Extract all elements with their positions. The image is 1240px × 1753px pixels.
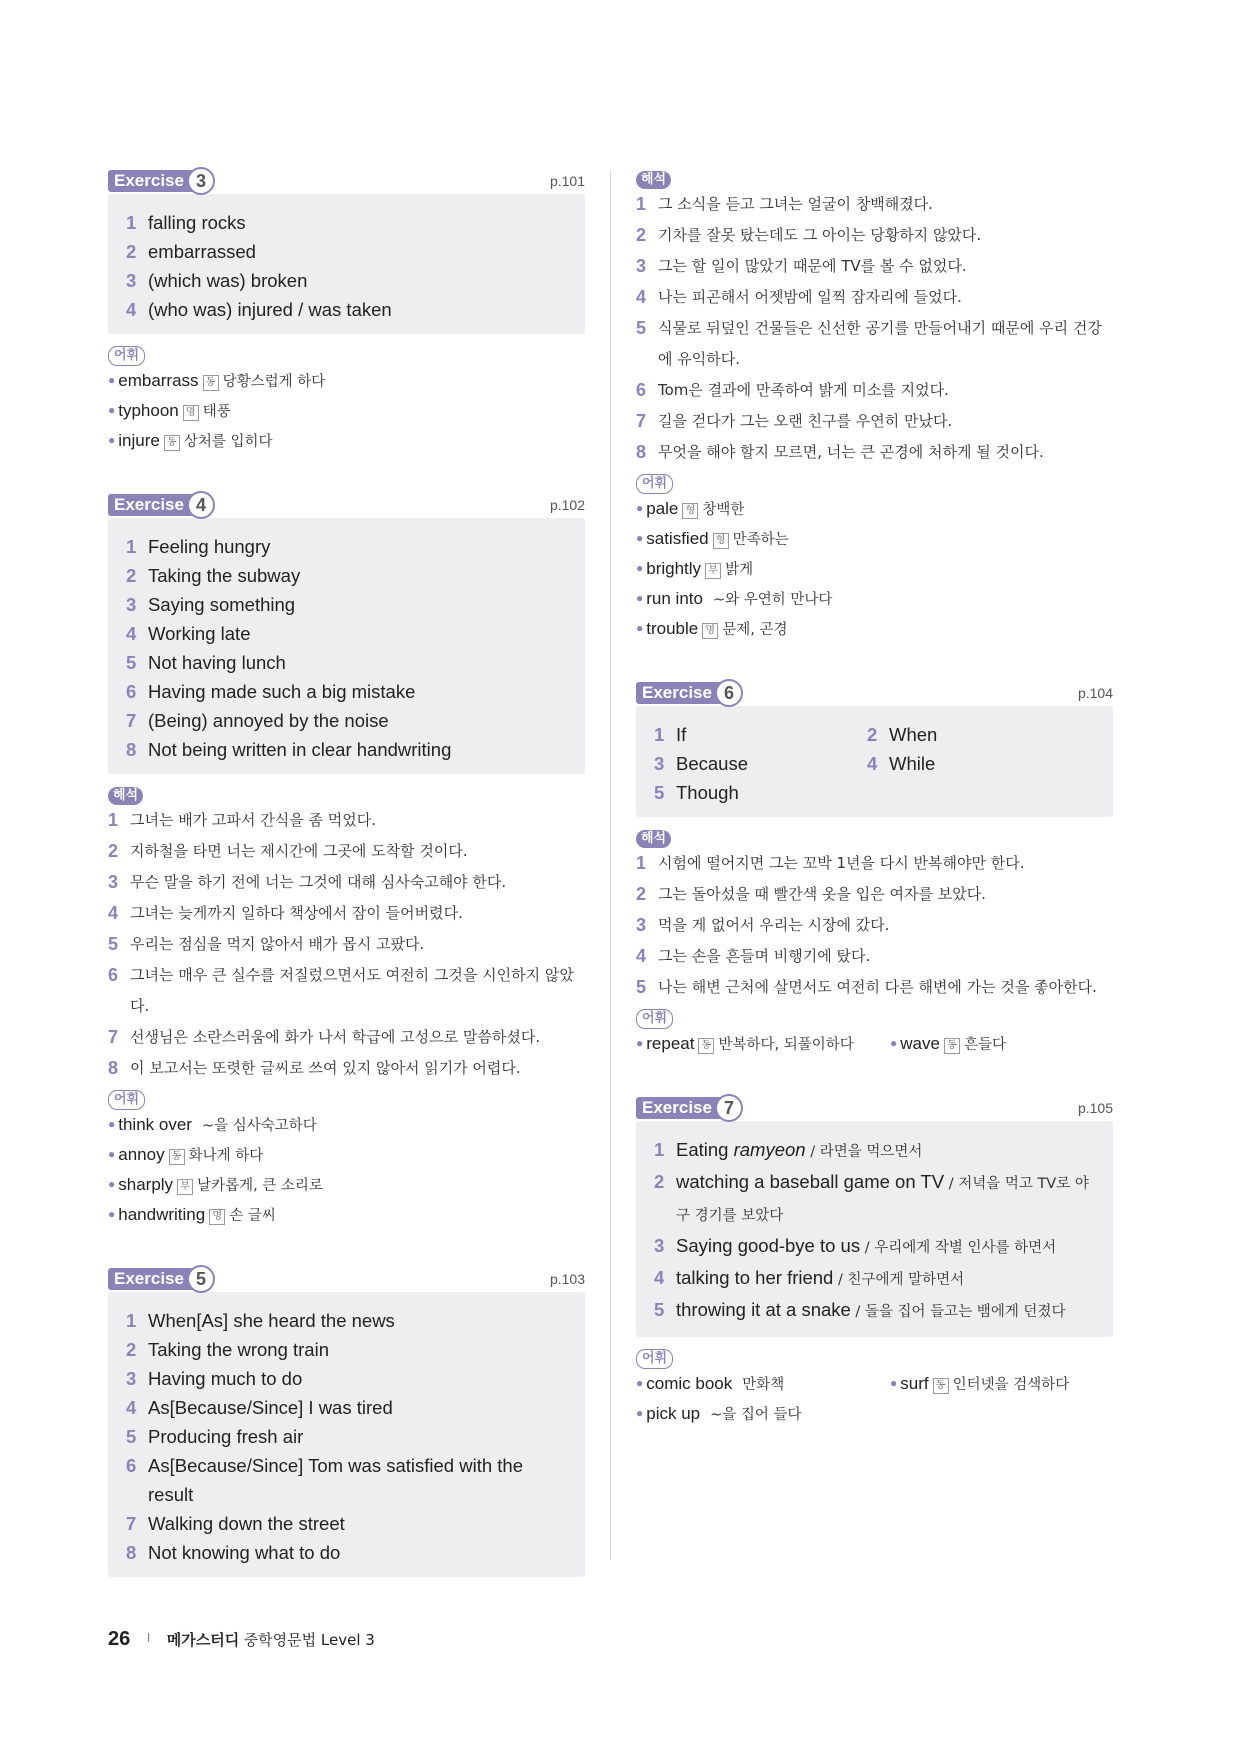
- vocab-word: surf: [900, 1374, 929, 1393]
- vocab-meaning: 당황스럽게 하다: [222, 374, 326, 390]
- answer-text: Walking down the street: [148, 1513, 345, 1534]
- vocab-word: think over: [118, 1115, 192, 1134]
- vocab-word: sharply: [118, 1175, 174, 1194]
- answer-item: [654, 720, 867, 749]
- translation-text: 선생님은 소란스러움에 화가 나서 학급에 고성으로 말씀하셨다.: [130, 1028, 541, 1046]
- exercise-number: 6: [715, 679, 743, 707]
- bullet-icon: ●: [108, 1207, 116, 1221]
- answer-item: [126, 735, 567, 764]
- answer-item: [126, 1335, 567, 1364]
- vocabulary-tag: 어휘: [636, 1009, 673, 1029]
- answer-text: [676, 1167, 1095, 1231]
- exercise-4-header: [108, 492, 585, 518]
- translation-item: [108, 898, 585, 929]
- item-number: 2: [654, 1171, 665, 1192]
- item-number: 3: [108, 872, 119, 892]
- answer-text: Taking the wrong train: [148, 1339, 329, 1360]
- answer-box: [636, 706, 1113, 817]
- vocab-word: trouble: [646, 619, 699, 638]
- vocab-item: [636, 1399, 890, 1429]
- answer-text: [676, 1263, 1095, 1295]
- item-number: 1: [126, 212, 137, 233]
- item-number: 1: [108, 810, 119, 830]
- item-number: 7: [108, 1027, 119, 1047]
- answer-item: [126, 1393, 567, 1422]
- translation-tag: 해석: [636, 830, 671, 848]
- item-number: 4: [126, 1397, 137, 1418]
- vocab-word: handwriting: [118, 1205, 206, 1224]
- answer-text: (Being) annoyed by the noise: [148, 710, 389, 731]
- translation-tag: 해석: [636, 171, 671, 189]
- vocab-item: [108, 1200, 585, 1230]
- vocab-item: [636, 1029, 890, 1059]
- answer-item: [126, 1422, 567, 1451]
- answer-text: When: [889, 724, 938, 745]
- vocab-item: [636, 584, 1113, 614]
- answer-item: [654, 1135, 1095, 1167]
- vocabulary-tag: 어휘: [108, 1090, 145, 1110]
- item-number: 4: [126, 299, 137, 320]
- vocab-item: [108, 1110, 585, 1140]
- vocab-meaning: 태풍: [202, 404, 231, 420]
- answer-text: While: [889, 753, 936, 774]
- item-number: 1: [636, 853, 647, 873]
- item-number: 8: [108, 1058, 119, 1078]
- column-divider: [610, 170, 611, 1560]
- item-number: 2: [636, 225, 647, 245]
- answer-text: Taking the subway: [148, 565, 301, 586]
- translation-item: [636, 282, 1113, 313]
- translation-text: 무엇을 해야 할지 모르면, 너는 큰 곤경에 처하게 될 것이다.: [658, 443, 1044, 461]
- translation-text: 식물로 뒤덮인 건물들은 신선한 공기를 만들어내기 때문에 우리 건강에 유익하다.: [658, 319, 1102, 368]
- part-of-speech: 동: [698, 1038, 714, 1054]
- answer-text: As[Because/Since] I was tired: [148, 1397, 393, 1418]
- answer-text: Not being written in clear handwriting: [148, 739, 452, 760]
- vocab-word: brightly: [646, 559, 702, 578]
- answer-item: [126, 561, 567, 590]
- part-of-speech: 동: [203, 375, 219, 391]
- vocab-item: [636, 614, 1113, 644]
- answer-korean: / 친구에게 말하면서: [833, 1272, 965, 1288]
- vocabulary-list: [108, 1110, 585, 1234]
- bullet-icon: ●: [636, 531, 644, 545]
- part-of-speech: 동: [944, 1038, 960, 1054]
- item-number: 4: [654, 1267, 665, 1288]
- answer-item: [126, 590, 567, 619]
- exercise-number: 3: [187, 167, 215, 195]
- vocab-item: [108, 1140, 585, 1170]
- answer-text: Because: [676, 753, 748, 774]
- answer-item: [126, 237, 567, 266]
- translation-item: [108, 805, 585, 836]
- answer-korean: / 저녁을 먹고 TV로 야구 경기를 보았다: [676, 1176, 1089, 1224]
- answer-text: Not having lunch: [148, 652, 286, 673]
- bullet-icon: ●: [636, 1406, 644, 1420]
- part-of-speech: 형: [713, 533, 729, 549]
- item-number: 6: [636, 380, 647, 400]
- answer-item: [126, 532, 567, 561]
- vocab-item: [108, 1170, 585, 1200]
- item-number: 3: [654, 753, 665, 774]
- answer-box: [108, 1292, 585, 1577]
- vocab-meaning: ~을 집어 들다: [710, 1407, 802, 1423]
- vocabulary-list: [636, 494, 1113, 648]
- answer-text: falling rocks: [148, 212, 246, 233]
- translation-item: [108, 1022, 585, 1053]
- translation-text: 우리는 점심을 먹지 않아서 배가 몹시 고팠다.: [130, 935, 425, 953]
- translation-item: [636, 437, 1113, 468]
- vocab-item: [890, 1369, 1113, 1399]
- vocab-item: [108, 426, 585, 456]
- vocab-item: [636, 554, 1113, 584]
- translation-item: [108, 1053, 585, 1084]
- answer-item: [126, 266, 567, 295]
- answer-english: Eating: [676, 1139, 734, 1160]
- vocab-meaning: 만족하는: [732, 532, 789, 548]
- item-number: 3: [636, 256, 647, 276]
- vocab-word: comic book: [646, 1374, 733, 1393]
- left-column: [108, 168, 585, 1577]
- translation-text: 그는 할 일이 많았기 때문에 TV를 볼 수 없었다.: [658, 257, 967, 275]
- vocab-word: satisfied: [646, 529, 709, 548]
- answer-item: [654, 749, 867, 778]
- answer-text: (which was) broken: [148, 270, 308, 291]
- vocab-word: embarrass: [118, 371, 199, 390]
- translation-item: [636, 220, 1113, 251]
- bullet-icon: ●: [636, 1376, 644, 1390]
- vocab-meaning: 손 글씨: [229, 1208, 276, 1224]
- bullet-icon: ●: [636, 621, 644, 635]
- answer-item: [126, 619, 567, 648]
- translation-text: 그는 돌아섰을 때 빨간색 옷을 입은 여자를 보았다.: [658, 885, 986, 903]
- answer-english: Saying good-bye to us: [676, 1235, 861, 1256]
- footer-separator: I: [146, 1630, 151, 1645]
- item-number: 3: [636, 915, 647, 935]
- translation-item: [636, 251, 1113, 282]
- answer-korean: / 돌을 집어 들고는 뱀에게 던졌다: [850, 1304, 1066, 1320]
- item-number: 2: [867, 724, 878, 745]
- vocab-meaning: 화나게 하다: [188, 1148, 264, 1164]
- translation-item: [636, 848, 1113, 879]
- bullet-icon: ●: [890, 1376, 898, 1390]
- vocabulary-list: [636, 1369, 1113, 1429]
- answer-text: Feeling hungry: [148, 536, 271, 557]
- page-ref: p.101: [549, 173, 585, 189]
- answer-text: Not knowing what to do: [148, 1542, 341, 1563]
- answer-korean: / 라면을 먹으면서: [805, 1144, 923, 1160]
- translation-text: 기차를 잘못 탔는데도 그 아이는 당황하지 않았다.: [658, 226, 982, 244]
- translation-text: 길을 걷다가 그는 오랜 친구를 우연히 만났다.: [658, 412, 953, 430]
- book-title: 중학영문법 Level 3: [243, 1631, 375, 1649]
- vocab-word: injure: [118, 431, 160, 450]
- translation-text: 나는 피곤해서 어젯밤에 일찍 잠자리에 들었다.: [658, 288, 962, 306]
- part-of-speech: 동: [169, 1149, 185, 1165]
- translation-item: [636, 189, 1113, 220]
- translation-item: [108, 960, 585, 1022]
- answer-item: [126, 1538, 567, 1567]
- exercise-label: Exercise: [636, 1097, 732, 1119]
- vocab-item: [108, 366, 585, 396]
- part-of-speech: 형: [682, 503, 698, 519]
- answer-item: [126, 706, 567, 735]
- page-ref: p.103: [549, 1271, 585, 1287]
- item-number: 3: [654, 1235, 665, 1256]
- answer-item: [126, 1364, 567, 1393]
- exercise-number: 7: [715, 1094, 743, 1122]
- vocabulary-tag: 어휘: [636, 1349, 673, 1369]
- answer-item: [654, 778, 867, 807]
- vocab-meaning: 인터넷을 검색하다: [952, 1377, 1070, 1393]
- answer-item: [126, 648, 567, 677]
- answer-box: [636, 1121, 1113, 1337]
- answer-item: [126, 1306, 567, 1335]
- answer-english: watching a baseball game on TV: [676, 1171, 945, 1192]
- item-number: 1: [654, 724, 665, 745]
- vocab-meaning: ~와 우연히 만나다: [712, 592, 833, 608]
- exercise-6-header: [636, 680, 1113, 706]
- item-number: 8: [126, 1542, 137, 1563]
- vocab-word: annoy: [118, 1145, 165, 1164]
- item-number: 5: [654, 782, 665, 803]
- translation-text: 그 소식을 듣고 그녀는 얼굴이 창백해졌다.: [658, 195, 933, 213]
- answer-text: Having made such a big mistake: [148, 681, 416, 702]
- translation-text: 시험에 떨어지면 그는 꼬박 1년을 다시 반복해야만 한다.: [658, 854, 1025, 872]
- vocab-item: [108, 396, 585, 426]
- answer-item: [126, 208, 567, 237]
- part-of-speech: 동: [933, 1378, 949, 1394]
- exercise-label: Exercise: [108, 494, 204, 516]
- answer-text: [676, 1135, 1095, 1167]
- item-number: 2: [126, 1339, 137, 1360]
- translation-list: [636, 848, 1113, 1007]
- item-number: 5: [636, 318, 647, 338]
- item-number: 3: [126, 270, 137, 291]
- answer-english: talking to her friend: [676, 1267, 834, 1288]
- answer-korean: / 우리에게 작별 인사를 하면서: [860, 1240, 1057, 1256]
- translation-list: [108, 805, 585, 1088]
- part-of-speech: 부: [705, 563, 721, 579]
- vocab-word: pick up: [646, 1404, 701, 1423]
- answer-text: As[Because/Since] Tom was satisfied with the result: [148, 1455, 523, 1505]
- bullet-icon: ●: [636, 501, 644, 515]
- item-number: 8: [126, 739, 137, 760]
- translation-tag: 해석: [108, 787, 143, 805]
- page-ref: p.102: [549, 497, 585, 513]
- vocabulary-list: [636, 1029, 1113, 1063]
- bullet-icon: ●: [108, 403, 116, 417]
- answer-item: [654, 1231, 1095, 1263]
- answer-text: Though: [676, 782, 739, 803]
- item-number: 1: [126, 1310, 137, 1331]
- translation-item: [108, 867, 585, 898]
- translation-item: [108, 836, 585, 867]
- vocab-word: repeat: [646, 1034, 695, 1053]
- translation-text: 그녀는 배가 고파서 간식을 좀 먹었다.: [130, 811, 376, 829]
- vocab-meaning: 창백한: [702, 502, 745, 518]
- answer-item: [654, 1295, 1095, 1327]
- answer-item: [867, 749, 1095, 778]
- translation-text: 먹을 게 없어서 우리는 시장에 갔다.: [658, 916, 890, 934]
- item-number: 4: [126, 623, 137, 644]
- translation-item: [108, 929, 585, 960]
- vocabulary-list: [108, 366, 585, 460]
- vocabulary-tag: 어휘: [636, 474, 673, 494]
- translation-item: [636, 406, 1113, 437]
- answer-text: If: [676, 724, 687, 745]
- translation-item: [636, 972, 1113, 1003]
- answer-text: (who was) injured / was taken: [148, 299, 392, 320]
- answer-text: Producing fresh air: [148, 1426, 304, 1447]
- bullet-icon: ●: [890, 1036, 898, 1050]
- bullet-icon: ●: [108, 1177, 116, 1191]
- vocab-meaning: 날카롭게, 큰 소리로: [197, 1178, 323, 1194]
- exercise-label: Exercise: [636, 682, 732, 704]
- vocab-meaning: 상처를 입히다: [183, 434, 273, 450]
- bullet-icon: ●: [636, 591, 644, 605]
- item-number: 5: [636, 977, 647, 997]
- translation-text: 무슨 말을 하기 전에 너는 그것에 대해 심사숙고해야 한다.: [130, 873, 507, 891]
- translation-text: Tom은 결과에 만족하여 밝게 미소를 지었다.: [658, 381, 949, 399]
- item-number: 2: [126, 565, 137, 586]
- vocab-word: wave: [900, 1034, 940, 1053]
- vocab-meaning: 만화책: [742, 1377, 785, 1393]
- page-ref: p.104: [1077, 685, 1113, 701]
- vocab-word: typhoon: [118, 401, 179, 420]
- brand-name: 메가스터디: [166, 1631, 240, 1649]
- answer-text: [676, 1295, 1095, 1327]
- vocabulary-tag: 어휘: [108, 346, 145, 366]
- part-of-speech: 명: [183, 405, 199, 421]
- page-number: 26: [108, 1628, 131, 1650]
- answer-english: throwing it at a snake: [676, 1299, 851, 1320]
- vocab-item: [636, 1369, 890, 1399]
- answer-text: Saying something: [148, 594, 296, 615]
- answer-item: [867, 720, 1095, 749]
- translation-item: [636, 941, 1113, 972]
- vocab-item: [636, 524, 1113, 554]
- exercise-5-header: [108, 1266, 585, 1292]
- translation-text: 지하철을 타면 너는 제시간에 그곳에 도착할 것이다.: [130, 842, 468, 860]
- page-ref: p.105: [1077, 1100, 1113, 1116]
- translation-text: 이 보고서는 또렷한 글씨로 쓰여 있지 않아서 읽기가 어렵다.: [130, 1059, 521, 1077]
- answer-box: [108, 194, 585, 334]
- vocab-meaning: 문제, 곤경: [722, 622, 788, 638]
- translation-text: 그녀는 늦게까지 일하다 책상에서 잠이 들어버렸다.: [130, 904, 463, 922]
- translation-text: 나는 해변 근처에 살면서도 여전히 다른 해변에 가는 것을 좋아한다.: [658, 978, 1097, 996]
- item-number: 4: [636, 287, 647, 307]
- translation-list: [636, 189, 1113, 472]
- answer-box: [108, 518, 585, 774]
- answer-item: [126, 1509, 567, 1538]
- translation-item: [636, 313, 1113, 375]
- item-number: 7: [126, 1513, 137, 1534]
- item-number: 5: [126, 1426, 137, 1447]
- exercise-number: 4: [187, 491, 215, 519]
- answer-text: [676, 1231, 1095, 1263]
- part-of-speech: 부: [177, 1179, 193, 1195]
- answer-item: [126, 677, 567, 706]
- answer-text: embarrassed: [148, 241, 256, 262]
- bullet-icon: ●: [636, 561, 644, 575]
- exercise-7-header: [636, 1095, 1113, 1121]
- exercise-3-header: [108, 168, 585, 194]
- item-number: 6: [126, 681, 137, 702]
- answer-text: When[As] she heard the news: [148, 1310, 395, 1331]
- bullet-icon: ●: [108, 1117, 116, 1131]
- item-number: 2: [126, 241, 137, 262]
- answer-text: Having much to do: [148, 1368, 303, 1389]
- item-number: 1: [636, 194, 647, 214]
- translation-item: [636, 879, 1113, 910]
- item-number: 1: [126, 536, 137, 557]
- vocab-meaning: 흔들다: [963, 1037, 1006, 1053]
- item-number: 3: [126, 1368, 137, 1389]
- vocab-meaning: 반복하다, 되풀이하다: [718, 1037, 854, 1053]
- bullet-icon: ●: [108, 1147, 116, 1161]
- answer-item: [654, 1263, 1095, 1295]
- answer-emphasis: ramyeon: [733, 1139, 806, 1160]
- answer-item: [654, 1167, 1095, 1231]
- item-number: 6: [126, 1455, 137, 1476]
- bullet-icon: ●: [108, 433, 116, 447]
- translation-item: [636, 910, 1113, 941]
- item-number: 5: [108, 934, 119, 954]
- item-number: 7: [636, 411, 647, 431]
- vocab-meaning: 밝게: [725, 562, 754, 578]
- item-number: 4: [636, 946, 647, 966]
- vocab-item: [890, 1029, 1113, 1059]
- right-column: [636, 168, 1113, 1429]
- bullet-icon: ●: [108, 373, 116, 387]
- vocab-meaning: ~을 심사숙고하다: [201, 1118, 317, 1134]
- answer-item: [126, 295, 567, 324]
- translation-item: [636, 375, 1113, 406]
- translation-text: 그녀는 매우 큰 실수를 저질렀으면서도 여전히 그것을 시인하지 않았다.: [130, 966, 574, 1015]
- answer-item: [126, 1451, 567, 1509]
- vocab-word: pale: [646, 499, 679, 518]
- page-footer: [108, 1628, 375, 1651]
- exercise-label: Exercise: [108, 170, 204, 192]
- part-of-speech: 동: [164, 435, 180, 451]
- vocab-item: [636, 494, 1113, 524]
- part-of-speech: 명: [209, 1209, 225, 1225]
- item-number: 4: [108, 903, 119, 923]
- translation-text: 그는 손을 흔들며 비행기에 탔다.: [658, 947, 871, 965]
- exercise-number: 5: [187, 1265, 215, 1293]
- item-number: 2: [636, 884, 647, 904]
- bullet-icon: ●: [636, 1036, 644, 1050]
- answer-text: Working late: [148, 623, 251, 644]
- item-number: 4: [867, 753, 878, 774]
- item-number: 6: [108, 965, 119, 985]
- item-number: 1: [654, 1139, 665, 1160]
- vocab-word: run into: [646, 589, 703, 608]
- exercise-label: Exercise: [108, 1268, 204, 1290]
- item-number: 5: [126, 652, 137, 673]
- item-number: 5: [654, 1299, 665, 1320]
- item-number: 8: [636, 442, 647, 462]
- item-number: 7: [126, 710, 137, 731]
- item-number: 2: [108, 841, 119, 861]
- item-number: 3: [126, 594, 137, 615]
- part-of-speech: 명: [702, 623, 718, 639]
